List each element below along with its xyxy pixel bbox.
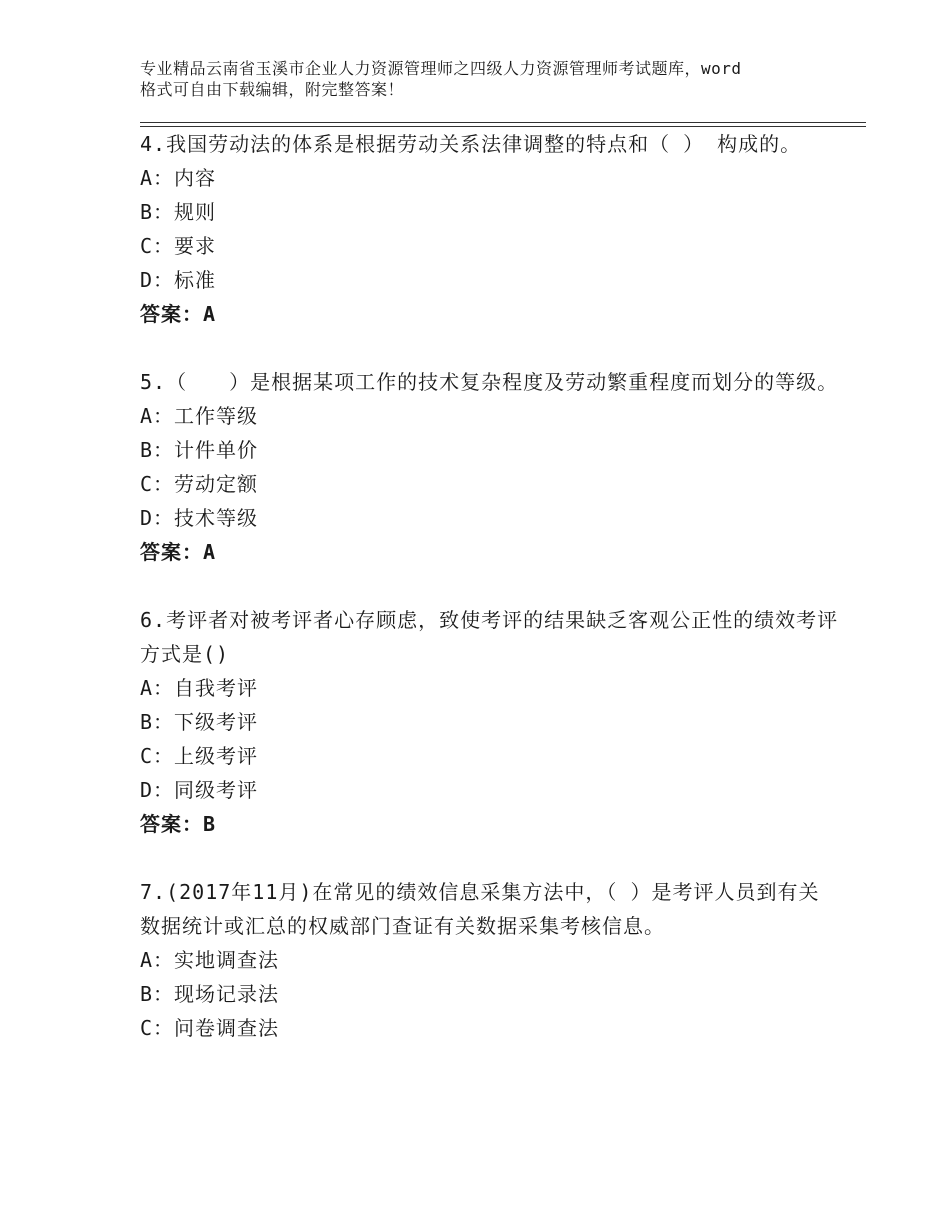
question-6 (140, 603, 840, 841)
option-c: C：要求 (140, 234, 217, 258)
option-a: A：自我考评 (140, 676, 259, 700)
question-text: 4.我国劳动法的体系是根据劳动关系法律调整的特点和（ ） 构成的。 (140, 132, 802, 156)
question-list (140, 127, 840, 1045)
answer-label: 答案：A (140, 540, 217, 564)
option-b: B：计件单价 (140, 438, 259, 462)
question-text: 5.（ ）是根据某项工作的技术复杂程度及劳动繁重程度而划分的等级。 (140, 370, 839, 394)
option-c: C：上级考评 (140, 744, 259, 768)
option-d: D：技术等级 (140, 506, 259, 530)
question-7 (140, 875, 840, 1045)
option-c: C：劳动定额 (140, 472, 259, 496)
option-d: D：同级考评 (140, 778, 259, 802)
header-line-1: 专业精品云南省玉溪市企业人力资源管理师之四级人力资源管理师考试题库，word (140, 59, 742, 78)
question-text: 6.考评者对被考评者心存顾虑，致使考评的结果缺乏客观公正性的绩效考评方式是() (140, 608, 839, 666)
option-c: C：问卷调查法 (140, 1016, 280, 1040)
option-b: B：下级考评 (140, 710, 259, 734)
header-divider-top (140, 122, 866, 123)
question-4 (140, 127, 840, 331)
option-a: A：实地调查法 (140, 948, 280, 972)
answer-label: 答案：B (140, 812, 217, 836)
header-line-2: 格式可自由下载编辑，附完整答案！ (140, 80, 405, 99)
option-a: A：工作等级 (140, 404, 259, 428)
question-text: 7.(2017年11月)在常见的绩效信息采集方法中，（ ）是考评人员到有关数据统计或汇总的权威部门查证有关数据采集考核信息。 (140, 880, 820, 938)
answer-label: 答案：A (140, 302, 217, 326)
question-5 (140, 365, 840, 569)
document-header (140, 58, 840, 100)
option-d: D：标准 (140, 268, 217, 292)
option-b: B：现场记录法 (140, 982, 280, 1006)
option-a: A：内容 (140, 166, 217, 190)
option-b: B：规则 (140, 200, 217, 224)
